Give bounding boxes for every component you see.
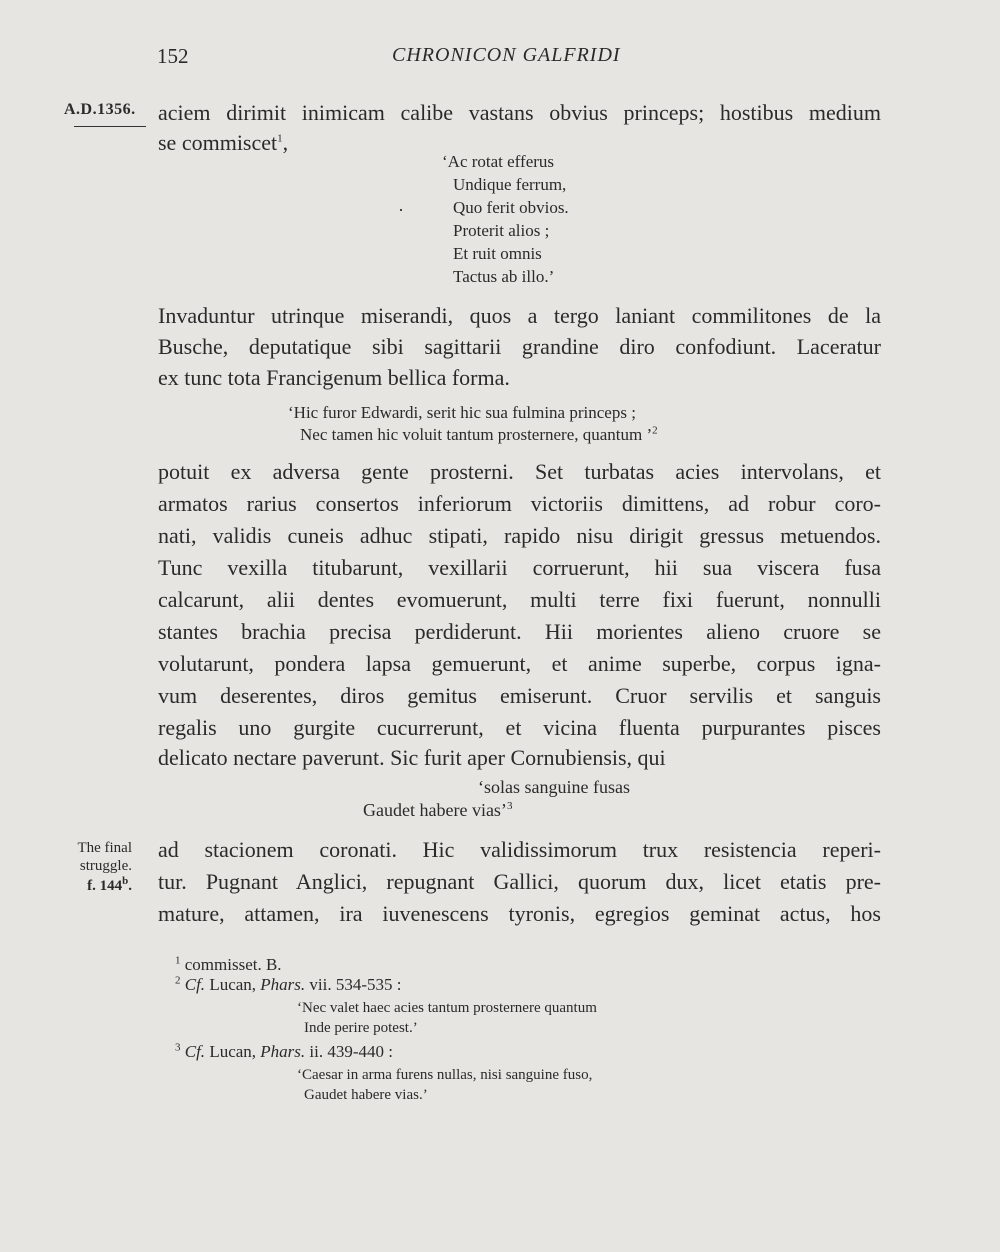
margin-date: A.D.1356.	[64, 101, 136, 118]
footnote-3	[175, 1042, 393, 1062]
text-fragment: Nec tamen hic voluit tantum prosternere, quantum ’	[300, 425, 653, 444]
verse-line: ‘Ac rotat efferus	[442, 152, 555, 171]
text-line: mature, attamen, ira iuvenescens tyronis, egregios geminat actus, hos	[158, 901, 881, 926]
footnote-quote-line: Gaudet habere vias.’	[304, 1087, 428, 1103]
verse-line: ‘solas sanguine fusas	[478, 777, 630, 797]
text-line: delicato nectare paverunt. Sic furit aper Cornubiensis, qui	[158, 745, 666, 770]
footnote-quote-line: Inde perire potest.’	[304, 1020, 418, 1036]
verse-line: Quo ferit obvios.	[453, 198, 569, 217]
footnote-quote-line: ‘Caesar in arma furens nullas, nisi sanguine fuso,	[297, 1067, 593, 1083]
verse-line	[300, 425, 658, 445]
margin-folio	[52, 875, 132, 895]
footnote-cf: Cf.	[184, 975, 206, 994]
text-fragment: Gaudet habere vias’	[363, 800, 507, 820]
text-line: volutarunt, pondera lapsa gemuerunt, et anime superbe, corpus igna-	[158, 651, 881, 676]
text-line: Busche, deputatique sibi sagittarii grandine diro confodiunt. Laceratur	[158, 334, 881, 359]
footnote-ref: 3	[506, 800, 513, 812]
margin-note-line: The final	[77, 840, 132, 856]
footnote-author: Lucan,	[209, 1042, 257, 1061]
stray-mark: ·	[398, 200, 404, 220]
verse-line: Proterit alios ;	[453, 221, 550, 240]
text-line: Tunc vexilla titubarunt, vexillarii corruerunt, hii sua viscera fusa	[158, 555, 881, 580]
footnote-work: Phars.	[260, 1042, 306, 1061]
margin-rule	[74, 126, 146, 127]
footnote-work: Phars.	[260, 975, 306, 994]
folio-superscript: b	[122, 875, 129, 887]
footnote-mark: 2	[175, 974, 181, 987]
footnote-text: commisset. B.	[184, 955, 282, 974]
footnote-ref: 1	[277, 132, 283, 145]
text-line: calcarunt, alii dentes evomuerunt, multi terre fixi fuerunt, nonnulli	[158, 587, 881, 612]
text-fragment: se commiscet	[158, 130, 278, 155]
verse-line: Tactus ab illo.’	[453, 267, 555, 286]
text-line: regalis uno gurgite cucurrerunt, et vicina fluenta purpurantes pisces	[158, 715, 881, 740]
page-number: 152	[157, 44, 189, 68]
text-line: vum deserentes, diros gemitus emiserunt. Cruor servilis et sanguis	[158, 683, 881, 708]
footnote-ref: 2	[652, 424, 658, 437]
text-fragment: ,	[282, 130, 289, 155]
text-line: aciem dirimit inimicam calibe vastans obvius princeps; hostibus medium	[158, 100, 881, 125]
verse-line: Undique ferrum,	[453, 175, 567, 194]
text-line: armatos rarius consertos inferiorum victoriis dimittens, ad robur coro-	[158, 491, 881, 516]
verse-line	[363, 800, 512, 821]
text-line: ad stacionem coronati. Hic validissimorum trux resistencia reperi-	[158, 837, 881, 862]
footnote-mark: 1	[175, 954, 181, 967]
text-line: Invaduntur utrinque miserandi, quos a tergo laniant commilitones de la	[158, 303, 881, 328]
text-line: potuit ex adversa gente prosterni. Set turbatas acies intervolans, et	[158, 459, 881, 484]
verse-line: ‘Hic furor Edwardi, serit hic sua fulmina princeps ;	[288, 403, 636, 422]
text-line: stantes brachia precisa perdiderunt. Hii morientes alieno cruore se	[158, 619, 881, 644]
text-line: nati, validis cuneis adhuc stipati, rapido nisu dirigit gressus metuendos.	[158, 523, 881, 548]
footnote-ref-text: vii. 534-535 :	[309, 975, 402, 994]
footnote-author: Lucan,	[209, 975, 257, 994]
verse-line: Et ruit omnis	[453, 244, 542, 263]
footnote-mark: 3	[175, 1041, 181, 1054]
text-line: ex tunc tota Francigenum bellica forma.	[158, 365, 510, 390]
footnote-1	[175, 955, 282, 975]
footnote-cf: Cf.	[184, 1042, 206, 1061]
margin-note-line: struggle.	[79, 858, 132, 874]
text-line: tur. Pugnant Anglici, repugnant Gallici, quorum dux, licet etatis pre-	[158, 869, 881, 894]
footnote-ref-text: ii. 439-440 :	[309, 1042, 394, 1061]
text-fragment: f. 144	[87, 878, 123, 894]
footnote-2	[175, 975, 402, 995]
footnote-quote-line: ‘Nec valet haec acies tantum prosternere quantum	[297, 1000, 597, 1016]
running-title: CHRONICON GALFRIDI	[392, 44, 621, 66]
text-fragment: .	[128, 878, 132, 894]
